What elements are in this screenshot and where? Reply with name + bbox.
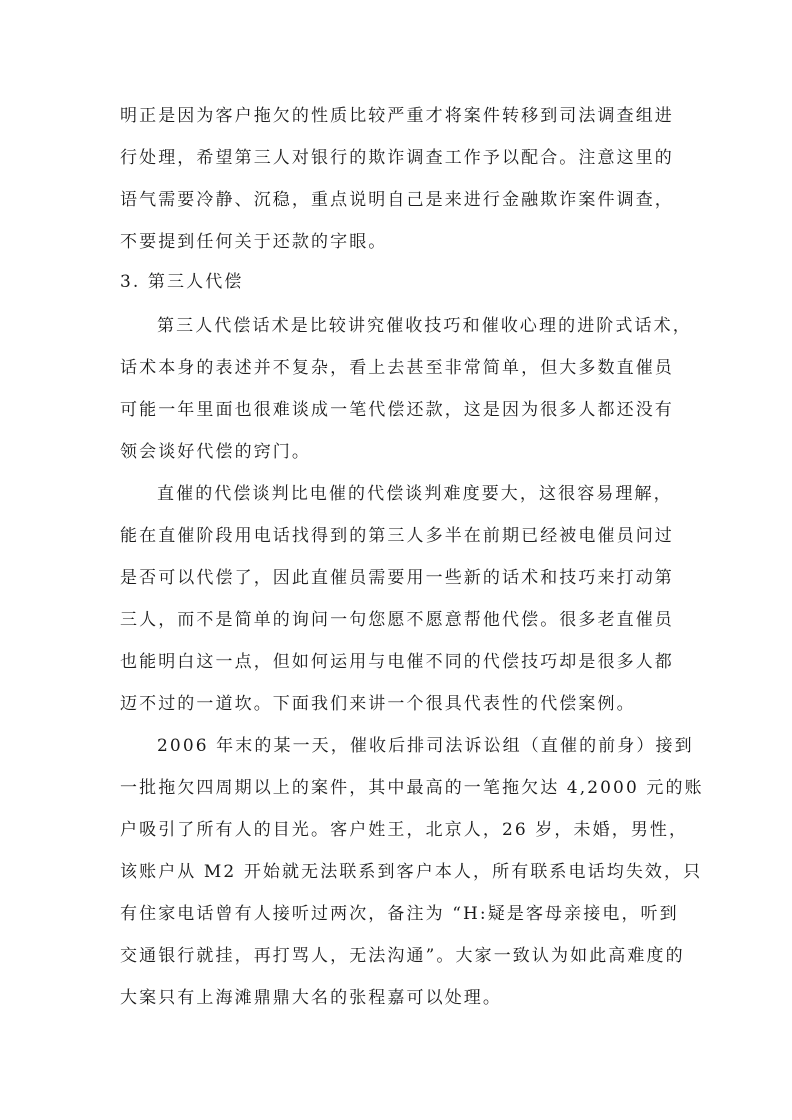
- text-line: 能在直催阶段用电话找得到的第三人多半在前期已经被电催员问过: [120, 526, 674, 546]
- text-line: 迈不过的一道坎。下面我们来讲一个很具代表性的代偿案例。: [120, 694, 636, 714]
- text-line: 交通银行就挂，再打骂人，无法沟通”。大家一致认为如此高难度的: [120, 946, 685, 966]
- text-line: 大案只有上海滩鼎鼎大名的张程嘉可以处理。: [120, 988, 502, 1008]
- text-line: 户吸引了所有人的目光。客户姓王，北京人，26 岁，未婚，男性，: [120, 820, 689, 840]
- text-line: 语气需要冷静、沉稳，重点说明自己是来进行金融欺诈案件调查，: [120, 190, 674, 210]
- text-line: 第三人代偿话术是比较讲究催收技巧和催收心理的进阶式话术，: [157, 316, 692, 336]
- text-line: 三人，而不是简单的询问一句您愿不愿意帮他代偿。很多老直催员: [120, 610, 674, 630]
- text-line: 该账户从 M2 开始就无法联系到客户本人，所有联系电话均失效，只: [120, 862, 703, 882]
- text-line: 直催的代偿谈判比电催的代偿谈判难度要大，这很容易理解，: [157, 484, 673, 504]
- text-line: 话术本身的表述并不复杂，看上去甚至非常简单，但大多数直催员: [120, 358, 674, 378]
- text-line: 领会谈好代偿的窍门。: [120, 442, 311, 462]
- text-line: 可能一年里面也很难谈成一笔代偿还款，这是因为很多人都还没有: [120, 400, 674, 420]
- text-line: 行处理，希望第三人对银行的欺诈调查工作予以配合。注意这里的: [120, 148, 674, 168]
- text-line: 明正是因为客户拖欠的性质比较严重才将案件转移到司法调查组进: [120, 106, 674, 126]
- text-line: 一批拖欠四周期以上的案件，其中最高的一笔拖欠达 4,2000 元的账: [120, 778, 704, 798]
- text-line: 是否可以代偿了，因此直催员需要用一些新的话术和技巧来打动第: [120, 568, 674, 588]
- text-line: 也能明白这一点，但如何运用与电催不同的代偿技巧却是很多人都: [120, 652, 674, 672]
- text-line: 不要提到任何关于还款的字眼。: [120, 232, 388, 252]
- text-line: 2006 年末的某一天，催收后排司法诉讼组（直催的前身）接到: [157, 736, 694, 756]
- text-line: 有住家电话曾有人接听过两次，备注为 “H:疑是客母亲接电，听到: [120, 904, 679, 924]
- section-heading: 3. 第三人代偿: [120, 272, 244, 292]
